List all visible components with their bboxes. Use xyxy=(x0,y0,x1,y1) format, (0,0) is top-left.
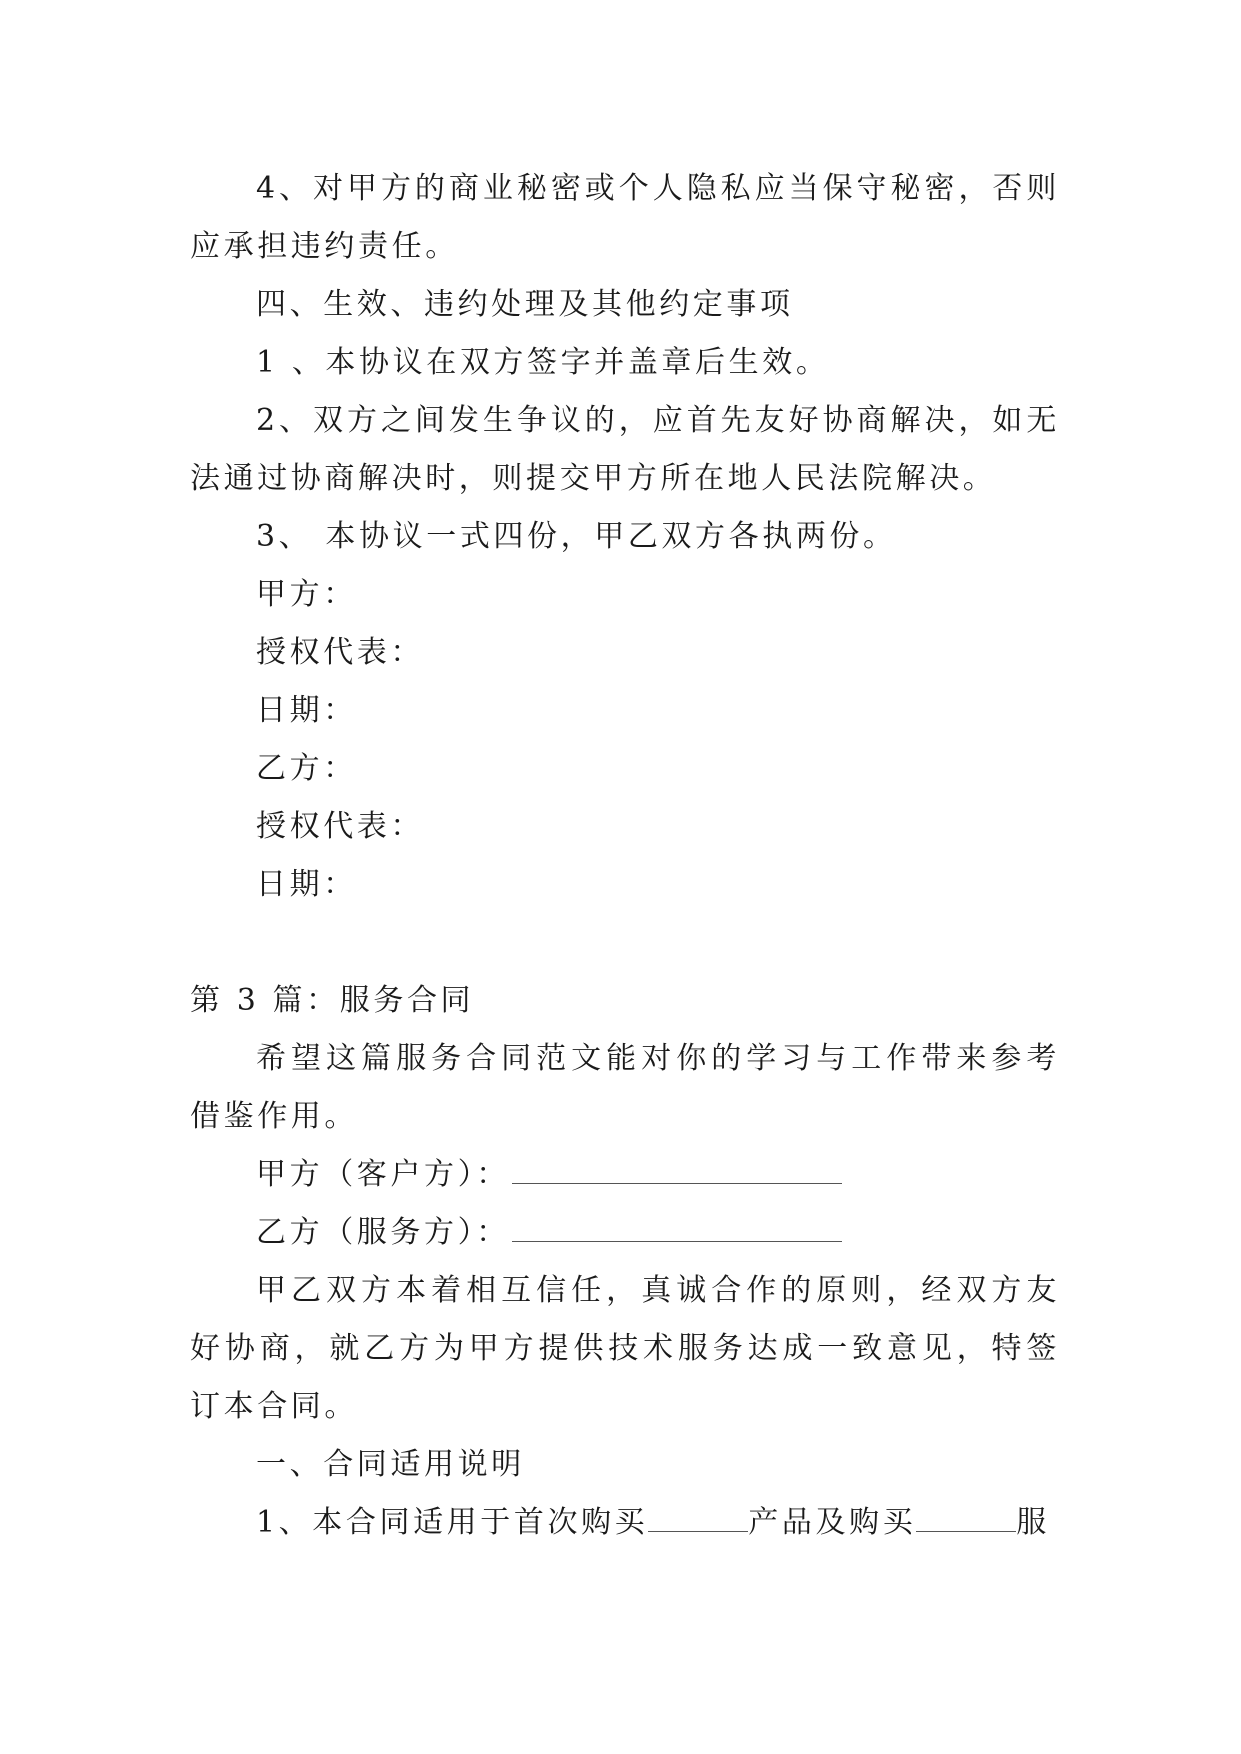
document-body xyxy=(190,160,1060,1552)
clause-applicability xyxy=(190,1494,1060,1552)
clause1-text-end: 服 xyxy=(1016,1505,1050,1540)
party-b-blank xyxy=(512,1211,842,1242)
clause-effective: 1 、本协议在双方签字并盖章后生效。 xyxy=(256,345,830,380)
signature-date-b: 日期： xyxy=(256,867,357,902)
signature-representative-a: 授权代表： xyxy=(256,635,424,670)
clause1-text-middle: 产品及购买 xyxy=(748,1505,917,1540)
section-heading-applicability: 一、合同适用说明 xyxy=(256,1447,525,1482)
clause-copies: 3、 本协议一式四份，甲乙双方各执两份。 xyxy=(256,519,897,554)
signature-representative-b: 授权代表： xyxy=(256,809,424,844)
contract-preamble: 甲乙双方本着相互信任，真诚合作的原则，经双方友好协商，就乙方为甲方提供技术服务达成一致意见，特签订本合同。 xyxy=(190,1273,1060,1424)
signature-date-a: 日期： xyxy=(256,693,357,728)
section-heading-effectiveness: 四、生效、违约处理及其他约定事项 xyxy=(256,287,794,322)
party-a-label: 甲方（客户方）： xyxy=(256,1157,510,1192)
party-a-blank xyxy=(512,1153,842,1184)
signature-party-a: 甲方： xyxy=(256,577,357,612)
section-gap xyxy=(190,914,1060,972)
product-blank xyxy=(648,1501,748,1532)
service-blank xyxy=(916,1501,1016,1532)
party-a-field xyxy=(190,1146,1060,1204)
clause1-text-start: 1、本合同适用于首次购买 xyxy=(256,1505,649,1540)
clause-confidentiality: 4、对甲方的商业秘密或个人隐私应当保守秘密，否则应承担违约责任。 xyxy=(190,171,1060,264)
clause-dispute: 2、双方之间发生争议的，应首先友好协商解决，如无法通过协商解决时，则提交甲方所在地人民法院解决。 xyxy=(190,403,1060,496)
article-title: 第 3 篇：服务合同 xyxy=(190,983,475,1018)
party-b-label: 乙方（服务方）： xyxy=(256,1215,510,1250)
party-b-field xyxy=(190,1204,1060,1262)
article-intro: 希望这篇服务合同范文能对你的学习与工作带来参考借鉴作用。 xyxy=(190,1041,1060,1134)
signature-party-b: 乙方： xyxy=(256,751,357,786)
